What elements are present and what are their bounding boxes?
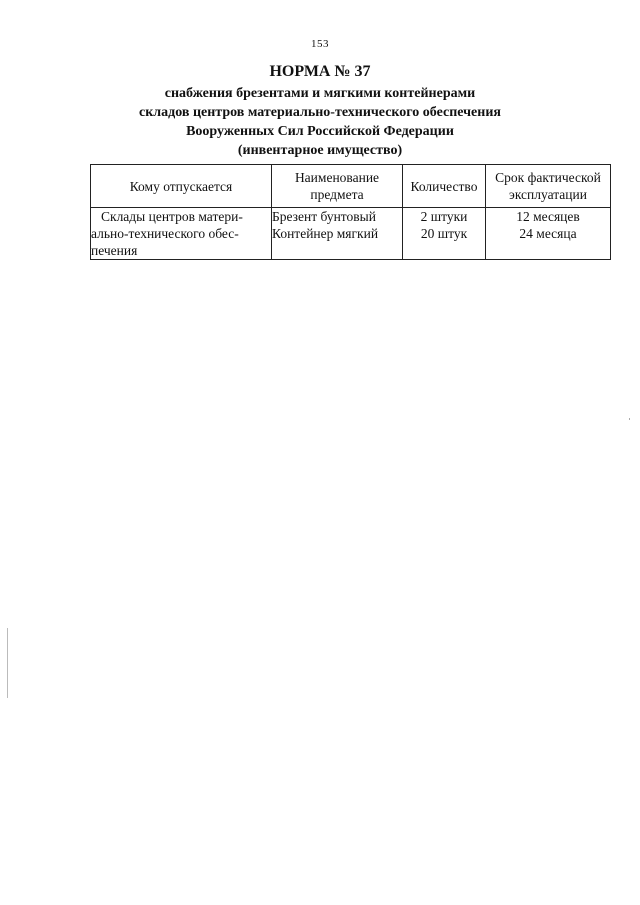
- cell-recipient: [91, 208, 272, 260]
- header-item-name: [272, 165, 403, 208]
- quantity-1: 2 штуки: [420, 209, 468, 224]
- item-2: Контейнер мягкий: [272, 226, 379, 241]
- header-item-name-line1: Наименование: [294, 170, 380, 185]
- table-row: [91, 208, 611, 260]
- cell-quantities: [403, 208, 486, 260]
- header-term: [486, 165, 611, 208]
- quantity-2: 20 штук: [420, 226, 468, 241]
- title-line-4: (инвентарное имущество): [237, 143, 403, 158]
- title-line-3: Вооруженных Сил Российской Федерации: [186, 124, 454, 139]
- title-block: [0, 62, 640, 160]
- table-header-row: [91, 165, 611, 208]
- header-quantity: Количество: [403, 165, 486, 208]
- header-term-line2: эксплуатации: [509, 187, 587, 202]
- item-1: Брезент бунтовый: [272, 209, 376, 224]
- header-term-line1: Срок фактической: [495, 170, 601, 185]
- header-recipient: Кому отпускается: [91, 165, 272, 208]
- page-number: 153: [311, 38, 329, 50]
- title-line-2: складов центров материально-технического обеспечения: [139, 105, 501, 120]
- norm-title: НОРМА № 37: [269, 63, 371, 80]
- norm-table: [90, 164, 611, 260]
- scan-speck: [629, 418, 630, 420]
- recipient-line-1: Склады центров матери-: [101, 209, 243, 224]
- recipient-line-3: печения: [91, 243, 138, 258]
- title-line-1: снабжения брезентами и мягкими контейнерами: [164, 86, 476, 101]
- term-1: 12 месяцев: [516, 209, 580, 224]
- term-2: 24 месяца: [519, 226, 577, 241]
- header-item-name-line2: предмета: [310, 187, 364, 202]
- recipient-line-2: ально-технического обес-: [91, 226, 239, 241]
- cell-items: [272, 208, 403, 260]
- scan-margin-mark: [7, 628, 8, 698]
- cell-terms: [486, 208, 611, 260]
